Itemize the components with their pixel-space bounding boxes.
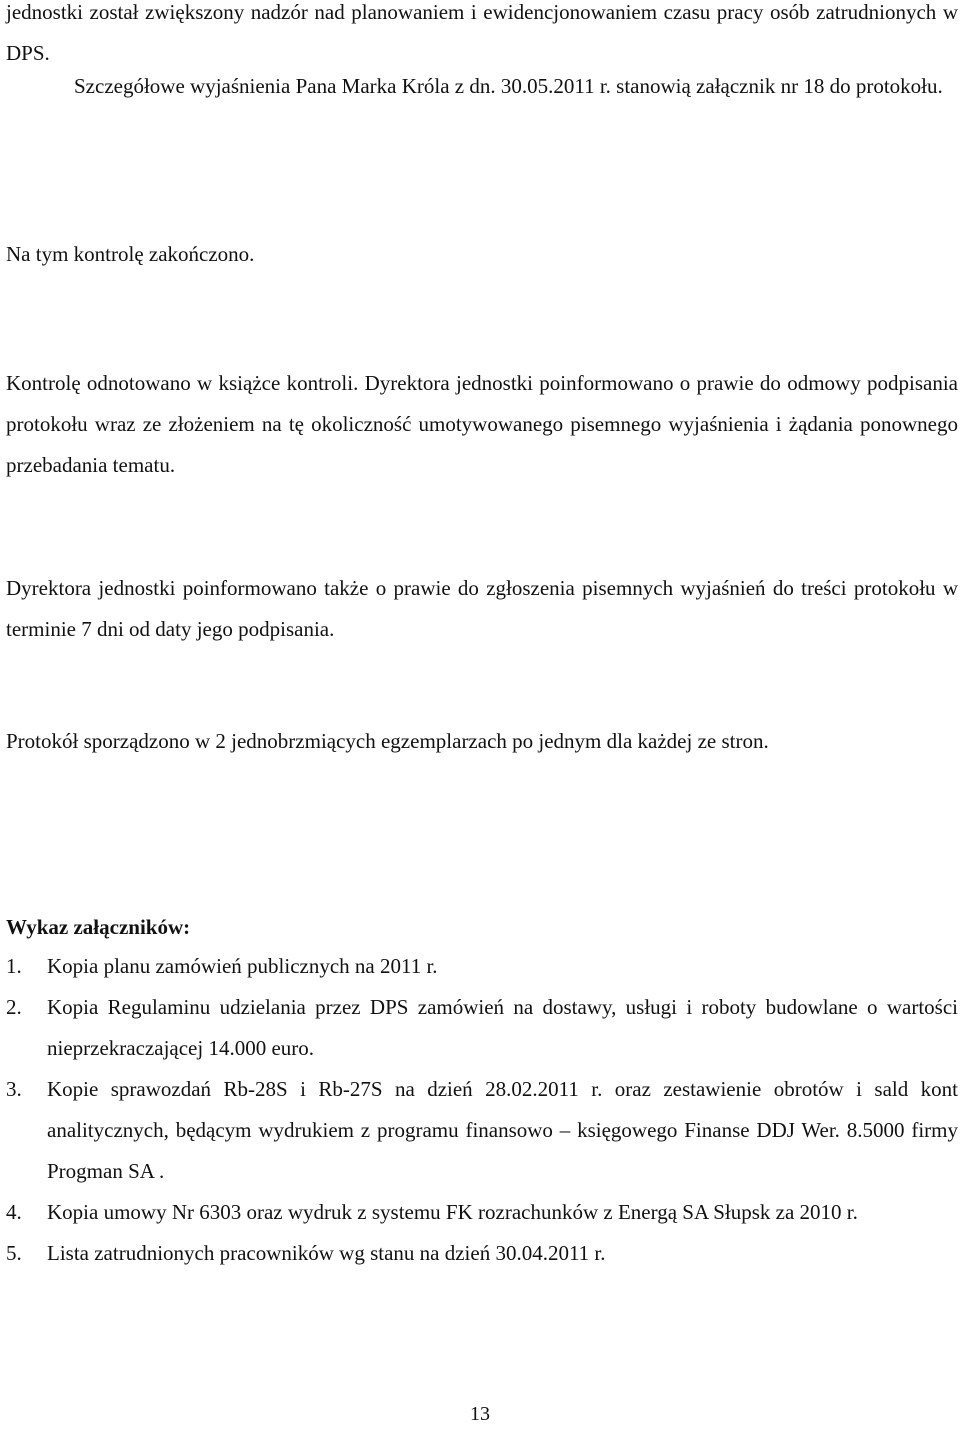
list-item-number: 5. <box>6 1241 22 1265</box>
attachments-list <box>6 946 958 1274</box>
list-item-number: 3. <box>6 1077 22 1101</box>
list-item <box>6 1069 958 1192</box>
paragraph-director-explanations: Szczegółowe wyjaśnienia Pana Marka Króla z dn. 30.05.2011 r. stanowią załącznik nr 18 do protokołu. <box>74 74 943 98</box>
list-item <box>6 1192 958 1233</box>
list-item-number: 4. <box>6 1200 22 1224</box>
list-item-text: Kopia Regulaminu udzielania przez DPS zamówień na dostawy, usługi i roboty budowlane o wartości nieprzekraczającej 14.000 euro. <box>47 995 958 1060</box>
list-item-number: 2. <box>6 995 22 1019</box>
paragraph-control-ended: Na tym kontrolę zakończono. <box>6 242 255 266</box>
list-item-text: Kopia planu zamówień publicznych na 2011 r. <box>47 954 438 978</box>
list-item-text: Lista zatrudnionych pracowników wg stanu na dzień 30.04.2011 r. <box>47 1241 606 1265</box>
list-item-text: Kopie sprawozdań Rb-28S i Rb-27S na dzień 28.02.2011 r. oraz zestawienie obrotów i sald kont analitycznych, będącym wydrukiem z programu finansowo – księgowego Finanse DDJ Wer. 8.5000 firmy Progman SA . <box>47 1077 958 1183</box>
list-item <box>6 1233 958 1274</box>
paragraph-control-recorded: Kontrolę odnotowano w książce kontroli. Dyrektora jednostki poinformowano o prawie do odmowy podpisania protokołu wraz ze złożeniem na tę okoliczność umotywowanego pisemnego wyjaśnienia i żądania ponownego przebadania tematu. <box>6 371 958 477</box>
page-number: 13 <box>470 1403 490 1425</box>
list-item <box>6 946 958 987</box>
paragraph-written-explanations-right: Dyrektora jednostki poinformowano także o prawie do zgłoszenia pisemnych wyjaśnień do treści protokołu w terminie 7 dni od daty jego podpisania. <box>6 576 958 641</box>
list-item-number: 1. <box>6 954 22 978</box>
list-item-text: Kopia umowy Nr 6303 oraz wydruk z systemu FK rozrachunków z Energą SA Słupsk za 2010 r. <box>47 1200 858 1224</box>
attachments-heading: Wykaz załączników: <box>6 915 191 939</box>
paragraph-protocol-copies: Protokół sporządzono w 2 jednobrzmiących egzemplarzach po jednym dla każdej ze stron. <box>6 729 769 753</box>
paragraph-staffing-oversight: jednostki został zwiększony nadzór nad planowaniem i ewidencjonowaniem czasu pracy osób zatrudnionych w DPS. <box>6 0 958 65</box>
list-item <box>6 987 958 1069</box>
